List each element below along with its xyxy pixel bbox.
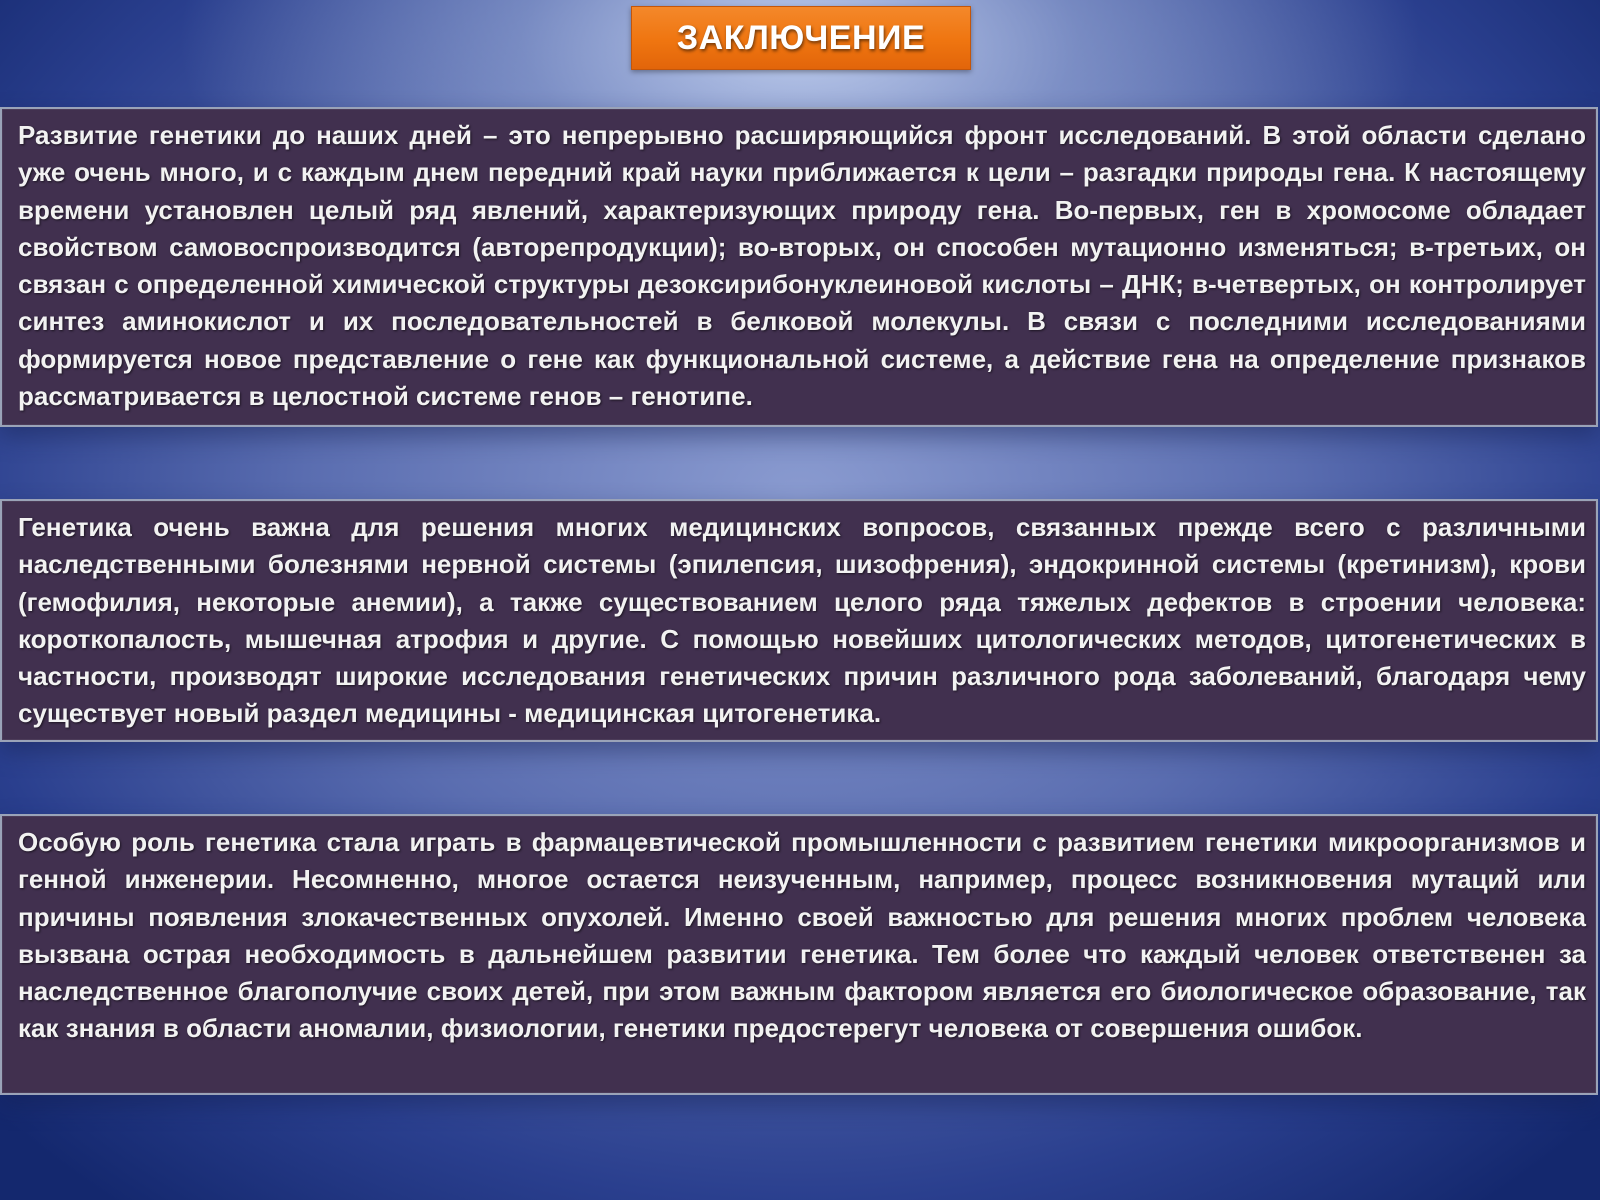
slide-title-banner <box>631 6 971 70</box>
paragraph-medical-genetics: Генетика очень важна для решения многих медицинских вопросов, связанных прежде всего с различными наследственными болезнями нервной системы (эпилепсия, шизофрения), эндокринной системы (кретинизм), крови (гемофилия, некоторые анемии), а также существованием целого ряда тяжелых дефектов в строении человека: короткопалость, мышечная атрофия и другие. С помощью новейших цитологических методов, цитогенетических в частности, производят широкие исследования генетических причин различного рода заболеваний, благодаря чему существует новый раздел медицины - медицинская цитогенетика. <box>18 512 1586 729</box>
text-panel-medical-genetics <box>0 499 1598 742</box>
paragraph-genetics-development: Развитие генетики до наших дней – это непрерывно расширяющийся фронт исследований. В этой области сделано уже очень много, и с каждым днем передний край науки приближается к цели – разгадки природы гена. К настоящему времени установлен целый ряд явлений, характеризующих природу гена. Во-первых, ген в хромосоме обладает свойством самовоспроизводится (авторепродукции); во-вторых, он способен мутационно изменяться; в-третьих, он связан с определенной химической структуры дезоксирибонуклеиновой кислоты – ДНК; в-четвертых, он контролирует синтез аминокислот и их последовательностей в белковой молекулы. В связи с последними исследованиями формируется новое представление о гене как функциональной системе, а действие гена на определение признаков рассматривается в целостной системе генов – генотипе. <box>18 120 1586 412</box>
text-panel-genetics-development <box>0 107 1598 427</box>
text-panel-pharma-genetics <box>0 814 1598 1095</box>
paragraph-pharma-genetics: Особую роль генетика стала играть в фармацевтической промышленности с развитием генетики микроорганизмов и генной инженерии. Несомненно, многое остается неизученным, например, процесс возникновения мутаций или причины появления злокачественных опухолей. Именно своей важностью для решения многих проблем человека вызвана острая необходимость в дальнейшем развитии генетика. Тем более что каждый человек ответственен за наследственное благополучие своих детей, при этом важным фактором является его биологическое образование, так как знания в области аномалии, физиологии, генетики предостерегут человека от совершения ошибок. <box>18 827 1586 1044</box>
slide-title: ЗАКЛЮЧЕНИЕ <box>676 18 926 57</box>
